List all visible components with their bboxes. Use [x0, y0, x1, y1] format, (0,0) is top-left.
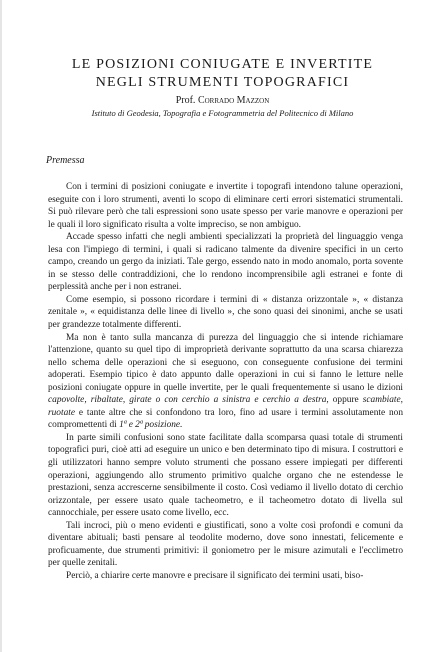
paragraph-text: , oppure [326, 395, 363, 406]
italic-text: scambiate, ruotate [48, 395, 403, 418]
paragraph-text: Tali incroci, più o meno evidenti e giustificati, sono a volte così profondi e comuni da diventare abituali; basti pensare al teodolite moderno, dove sono innestati, felicemente e proficuamente, due strumenti primitivi: il goniometro per le misure azimutali e l'ecclimetro per quelle zenitali. [48, 520, 403, 569]
title-line-1: LE POSIZIONI CONIUGATE E INVERTITE [71, 57, 374, 72]
paragraph-text: Perciò, a chiarire certe manovre e precisare il significato dei termini usati, biso- [66, 570, 364, 581]
italic-text: 1ª e 2ª posizione. [119, 420, 183, 431]
body-text [48, 181, 403, 583]
paragraph [48, 332, 403, 432]
author-line [0, 95, 445, 107]
paragraph [48, 520, 403, 570]
paragraph [48, 181, 403, 231]
title-line-2: NEGLI STRUMENTI TOPOGRAFICI [95, 75, 350, 90]
paragraph [48, 570, 403, 583]
paragraph-text: In parte simili confusioni sono state facilitate dalla scomparsa quasi totale di strumenti topografici puri, cioè atti ad eseguire un unico e ben determinato tipo di misura. I costruttori e gli utilizzatori hanno sempre voluto strumenti che possano essere impiegati per differenti operazioni, aggiungendo allo strumento primitivo qualche organo che ne estendesse le prestazioni, senza accrescerne sensibilmente il costo. Così vediamo il livello dotato di cerchio orizzontale, per essere usato quale tacheometro, e il tacheometro dotato di livella sul cannocchiale, per essere usato come livello, ecc. [48, 432, 403, 519]
paragraph-text: Ma non è tanto sulla mancanza di purezza del linguaggio che si intende richiamare l'attenzione, quanto su quel tipo di improprietà derivante soprattutto da una scarsa chiarezza nello schema delle operazioni che si eseguono, con conseguente confusione dei termini adoperati. Esempio tipico è dato appunto dalle operazioni in cui si fanno le letture nelle posizioni coniugate oppure in quelle invertite, per le quali frequentemente si usano le dizioni [48, 332, 403, 393]
paragraph [48, 432, 403, 520]
paragraph [48, 231, 403, 294]
affiliation: Istituto di Geodesia, Topografia e Fotogrammetria del Politecnico di Milano [91, 108, 354, 118]
author-prefix: Prof. [175, 95, 196, 106]
italic-text: capovolte, ribaltate, girate o con cerchio a sinistra e cerchio a destra [48, 395, 327, 406]
paragraph-text: Come esempio, si possono ricordare i termini di « distanza orizzontale », « distanza zenitale », « equidistanza delle linee di livello », che sono quasi dei sinonimi, anche se usati per grandezze totalmente differenti. [48, 294, 403, 331]
section-heading: Premessa [46, 155, 85, 166]
paragraph-text: Accade spesso infatti che negli ambienti specializzati la proprietà del linguaggio venga lesa con l'impiego di termini, i quali si radicano talmente da divenire specifici in un certo campo, creando un gergo da iniziati. Tale gergo, essendo nato in modo anomalo, porta sovente in se stesso delle contraddizioni, che lo rendono incomprensibile agli estranei e fonte di perplessità anche per i non estranei. [48, 232, 403, 293]
author-name: Corrado Mazzon [197, 95, 270, 106]
paragraph [48, 294, 403, 332]
paragraph-text: e tante altre che si confondono tra loro, fino ad usare i termini assolutamente non compromettenti di [48, 407, 403, 431]
paragraph-text: Con i termini di posizioni coniugate e invertite i topografi intendono talune operazioni, eseguite con i loro strumenti, aventi lo scopo di eliminare certi errori sistematici strumentali. Si può rilevare però che tali espressioni sono usate spesso per varie manovre e operazioni per le quali il loro significato risulta a volte impreciso, se non ambiguo. [48, 182, 403, 230]
